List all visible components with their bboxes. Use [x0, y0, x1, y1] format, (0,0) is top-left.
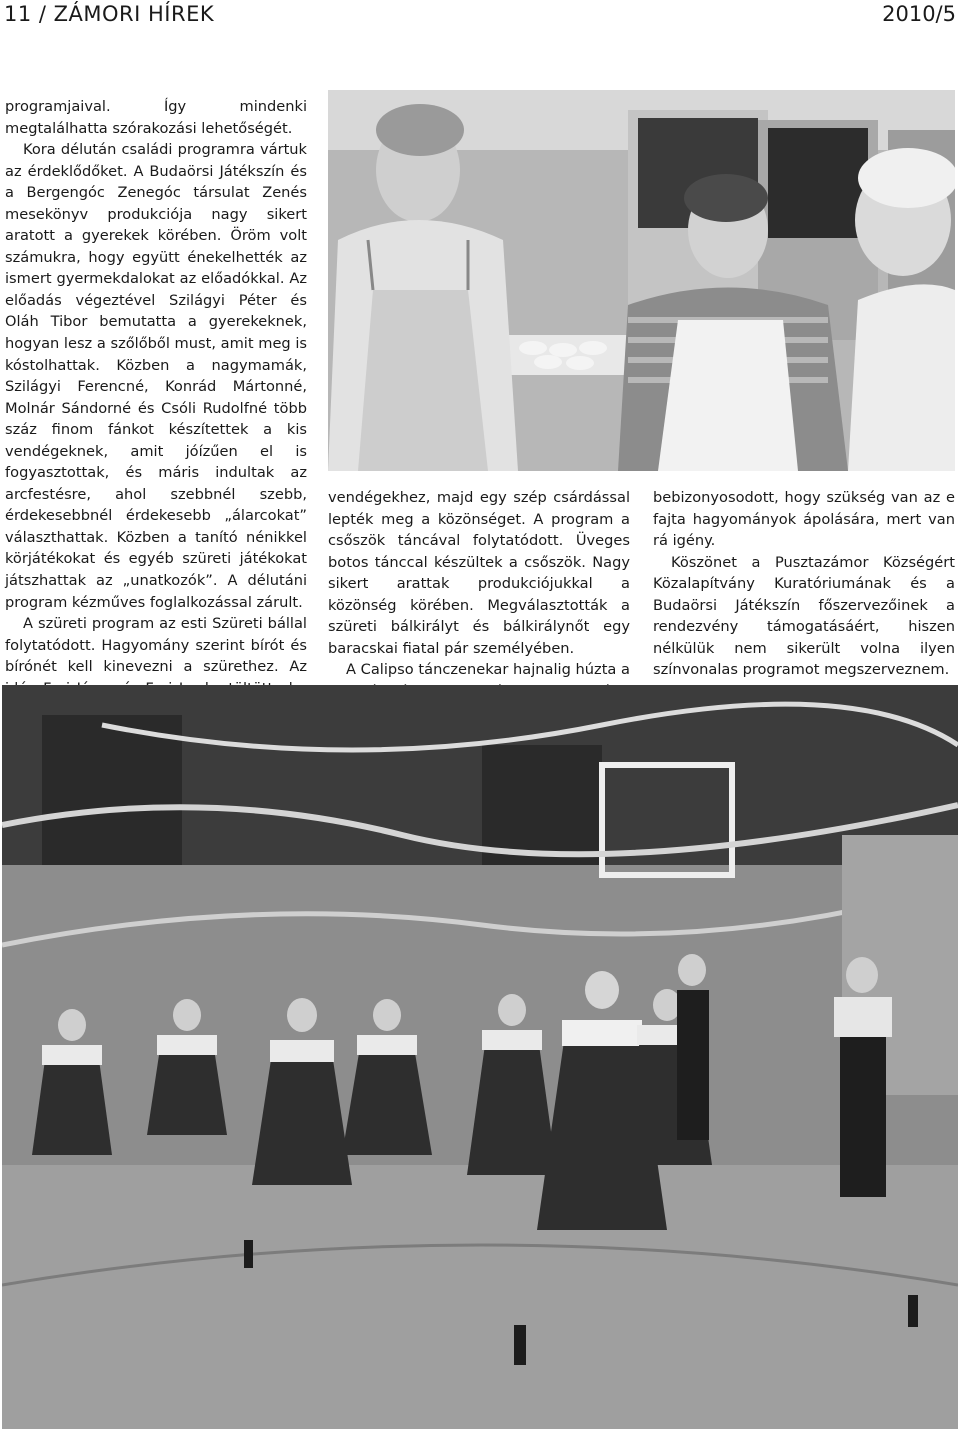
paragraph: Köszönet a Pusztazámor Községért Közalapítvány Kuratóriumának és a Budaörsi Játékszín főszervezőinek a rendezvény támogatásáért, hiszen nélkülük nem sikerült volna ilyen színvonalas programot megszerveznem. [653, 553, 955, 679]
article-column-3 [653, 487, 955, 707]
article-column-1 [5, 96, 307, 764]
paragraph: A szüreti program az esti Szüreti bállal folytatódott. Hagyomány szerint bírót és bírónét kell kinevezni a szürethez. Az [5, 615, 307, 676]
page-header [4, 2, 956, 32]
page-header-title: 11 / ZÁMORI HÍREK [4, 2, 215, 26]
photo-grandmothers [328, 90, 955, 471]
paragraph: Kora délután családi programra vártuk az érdeklődőket. A Budaörsi Játékszín és a Bergengóc Zenegóc társulat Zenés mesekönyv produkciója nagy sikert aratott a gyerekek körében. Öröm volt számukra, hogy együtt énekelhették az ismert gyermekdalokat az előadókkal. Az előadás végeztével Szilágyi Péter és Oláh Tibor bemutatta a gyerekeknek, hogyan lesz a szőlőből must, amit meg is kóstolhattak. Közben a nagymamák, Szilágyi Ferencné, Konrád Mártonné, Molnár Sándorné és Csóli Rudolfné több száz finom fánkot készítettek a kis vendégeknek, amit jóízűen el is fogyasztottak, és máris indultak az arcfestésre, ahol szebbnél szebb, érdekesebbnél érdekesebb „álarcokat” választhattak. Közben a tanító nénikkel körjátékokat és egyéb szüreti játékokat játszhattak az „unatkozók”. A délutáni program kézműves foglalkozással zárult. [5, 141, 307, 611]
issue-number: 2010/5 [882, 2, 956, 26]
paragraph: programjaival. Így mindenki megtalálhatta szórakozási lehetőségét. [5, 98, 307, 137]
paragraph: bebizonyosodott, hogy szükség van az e fajta hagyományok ápolására, mert van rá igény. [653, 489, 955, 550]
photo-folk-dancers [2, 685, 958, 1429]
paragraph: vendégekhez, majd egy szép csárdással lepték meg a közönséget. A program a csőszök táncával folytatódott. Üveges botos tánccal készültek a csőszök. Nagy sikert arattak produkciójukkal a közönség körében. Megválasztották a szüreti bálkirályt és bálkirálynőt egy baracskai fiatal pár személyében. [328, 489, 630, 657]
paragraph: A Calipso tánczenekar hajnalig húzta a [346, 661, 630, 679]
